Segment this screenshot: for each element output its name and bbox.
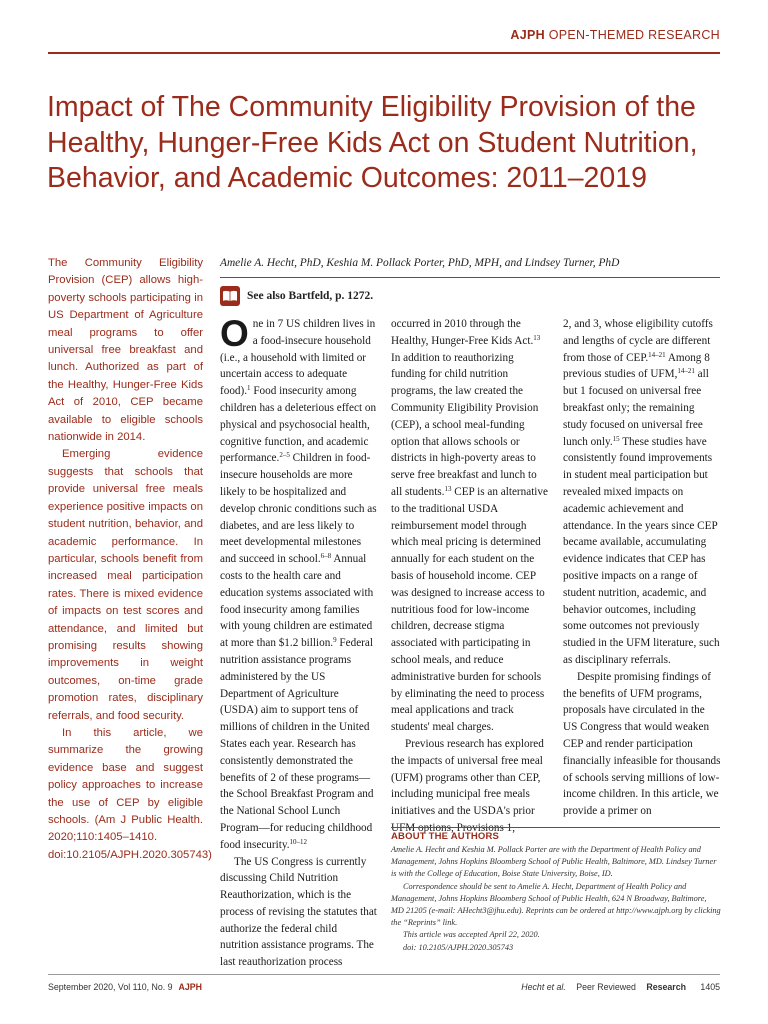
footer-section: Research (646, 982, 686, 992)
citation: 2–5 (279, 451, 290, 460)
abstract-paragraph-2: Emerging evidence suggests that schools that provide universal free meals experience positive impacts on student nutrition, behavior, and academic performance. In particular, schools benefit from increased meal participation rates. There is mixed evidence of impacts on test scores and attendance, and limited but promising results showing improvements in weight outcomes, on-time grade promotion rates, disciplinary referrals, and food security. (48, 448, 203, 722)
author-rule (220, 277, 720, 278)
about-heading: ABOUT THE AUTHORS (391, 831, 500, 842)
drop-cap: O (220, 313, 249, 354)
about-authors-text (391, 844, 721, 954)
section-name: OPEN-THEMED RESEARCH (548, 28, 720, 42)
body-column-3 (563, 316, 721, 820)
footer-rule (48, 974, 720, 975)
body-column-1 (220, 313, 378, 971)
citation: 6–8 (320, 552, 332, 561)
page-number: 1405 (700, 982, 720, 992)
doi-note: doi: 10.2105/AJPH.2020.305743 (403, 942, 514, 952)
footer-journal: AJPH (178, 982, 203, 992)
citation: 14–21 (648, 350, 666, 359)
body-paragraph: One in 7 US children lives in a food-insecure household (i.e., a household with limited or uncertain access to adequate food).$^1$ Food insecurity among children has a deleterious effect on physical and psychosocial health, cognitive function, and academic performance.$^{2-5}$ Children in food-insecure households are more likely to be hospitalized and develop chronic conditions such as diabetes, and are less likely to meet developmental milestones and succeed in school.$^{6-8}$ Annual costs to the health care and education systems associated with food insecurity among families with young children are estimated at more than $1.2 billion.$^9$ Federal nutrition assistance programs administered by the US Department of Agriculture (USDA) aim to support tens of millions of children in the United States each year. Research has consistently demonstrated the benefits of 2 of these programs—the School Breakfast Program and the National School Lunch Program—for reducing childhood food insecurity.$^{10-12}$ (220, 313, 377, 851)
section-header (510, 28, 720, 42)
body-paragraph: occurred in 2010 through the Healthy, Hunger-Free Kids Act.$^{13}$ In addition to reauthorizing funding for child nutrition programs, the law created the Community Eligibility Provision (CEP), a school meal-funding option that allows schools or districts in high-poverty areas to serve free breakfast and lunch to all students.$^{13}$ CEP is an alternative to the traditional USDA reimbursement model through which meal pricing is determined annually for each student on the basis of household income. CEP was designed to increase access to nutritious food for low-income children, decrease stigma associated with participating in school meals, and reduce administrative burden for schools by eliminating the need to process meal applications and track students' meal charges. (391, 318, 548, 734)
abstract-paragraph-3: In this article, we summarize the growing evidence base and suggest policy approaches to increase the use of CEP by eligible schools. (Am J Public Health. 2020;110:1405–1410. doi:10.2105/AJPH.2020.305743) (48, 726, 212, 861)
see-also-text: See also Bartfeld, p. 1272. (247, 290, 374, 302)
body-paragraph: 2, and 3, whose eligibility cutoffs and lengths of cycle are different from those of CEP.$^{14-21}$ Among 8 previous studies of UFM,$^{14-21}$ all but 1 focused on universal free breakfast only; the remaining study focused on universal free lunch only.$^{15}$ These studies have consistently found improvements in student meal participation but revealed mixed impacts on academic achievement and attendance. In the years since CEP became available, accumulating evidence indicates that CEP has positive impacts on a range of student nutrition, academic, and behavior outcomes, including some outcomes not previously studied in the UFM literature, such as disciplinary referrals. (563, 318, 720, 666)
see-also-link[interactable] (220, 285, 373, 307)
citation: 13 (533, 333, 541, 342)
affiliation-note: Amelie A. Hecht and Keshia M. Pollack Porter are with the Department of Health Policy and Management, Johns Hopkins Bloomberg School of Public Health, Baltimore, MD. Lindsey Turner is with the College of Education, Boise State University, Boise, ID. (391, 845, 717, 879)
body-paragraph: Despite promising findings of the benefits of UFM programs, proposals have circulated in the US Congress that would weaken CEP and render participation financially infeasible for thousands of schools serving millions of low-income children. In this article, we provide a primer on (563, 670, 721, 818)
abstract-paragraph-1: The Community Eligibility Provision (CEP) allows high-poverty schools participating in US Department of Agriculture meal programs to offer universal free breakfast and lunch. Authorized as part of the Healthy, Hunger-Free Kids Act of 2010, CEP became available to eligible schools nationwide in 2014. (48, 257, 203, 444)
issue-info: September 2020, Vol 110, No. 9 (48, 982, 173, 992)
article-title: Impact of The Community Eligibility Provision of the Healthy, Hunger-Free Kids Act on Student Nutrition, Behavior, and Academic Outcomes: 2011–2019 (47, 91, 698, 194)
accepted-date: This article was accepted April 22, 2020. (403, 930, 540, 940)
peer-reviewed-label: Peer Reviewed (576, 982, 636, 992)
footer-issue (48, 982, 202, 992)
citation: 13 (444, 484, 452, 493)
body-paragraph: The US Congress is currently discussing Child Nutrition Reauthorization, which is the process of revising the statutes that authorize the federal child nutrition assistance programs. The last reauthorization process (220, 855, 377, 969)
body-column-2 (391, 316, 549, 837)
about-rule (391, 827, 720, 828)
citation: 14–21 (677, 367, 695, 376)
footer-meta (521, 982, 720, 992)
body-paragraph: Previous research has explored the impacts of universal free meal (UFM) programs other than CEP, including municipal free meals initiatives and the USDA's prior UFM options, Provisions 1, (391, 737, 544, 834)
citation: 15 (612, 434, 620, 443)
correspondence-note: Correspondence should be sent to Amelie A. Hecht, Department of Health Policy and Management, Johns Hopkins Bloomberg School of Public Health, 624 N Broadway, Baltimore, MD 21205 (e-mail: AHecht3@jhu.edu). Reprints can be ordered at http://www.ajph.org by clicking the “Reprints” link. (391, 881, 721, 928)
author-list: Amelie A. Hecht, PhD, Keshia M. Pollack Porter, PhD, MPH, and Lindsey Turner, PhD (220, 257, 620, 269)
book-icon (220, 286, 240, 306)
footer-authors: Hecht et al. (521, 982, 566, 992)
header-rule (48, 52, 720, 54)
journal-name: AJPH (510, 28, 545, 42)
citation: 1 (247, 384, 251, 393)
citation: 9 (333, 636, 337, 645)
abstract (48, 255, 212, 864)
citation: 10–12 (289, 837, 307, 846)
